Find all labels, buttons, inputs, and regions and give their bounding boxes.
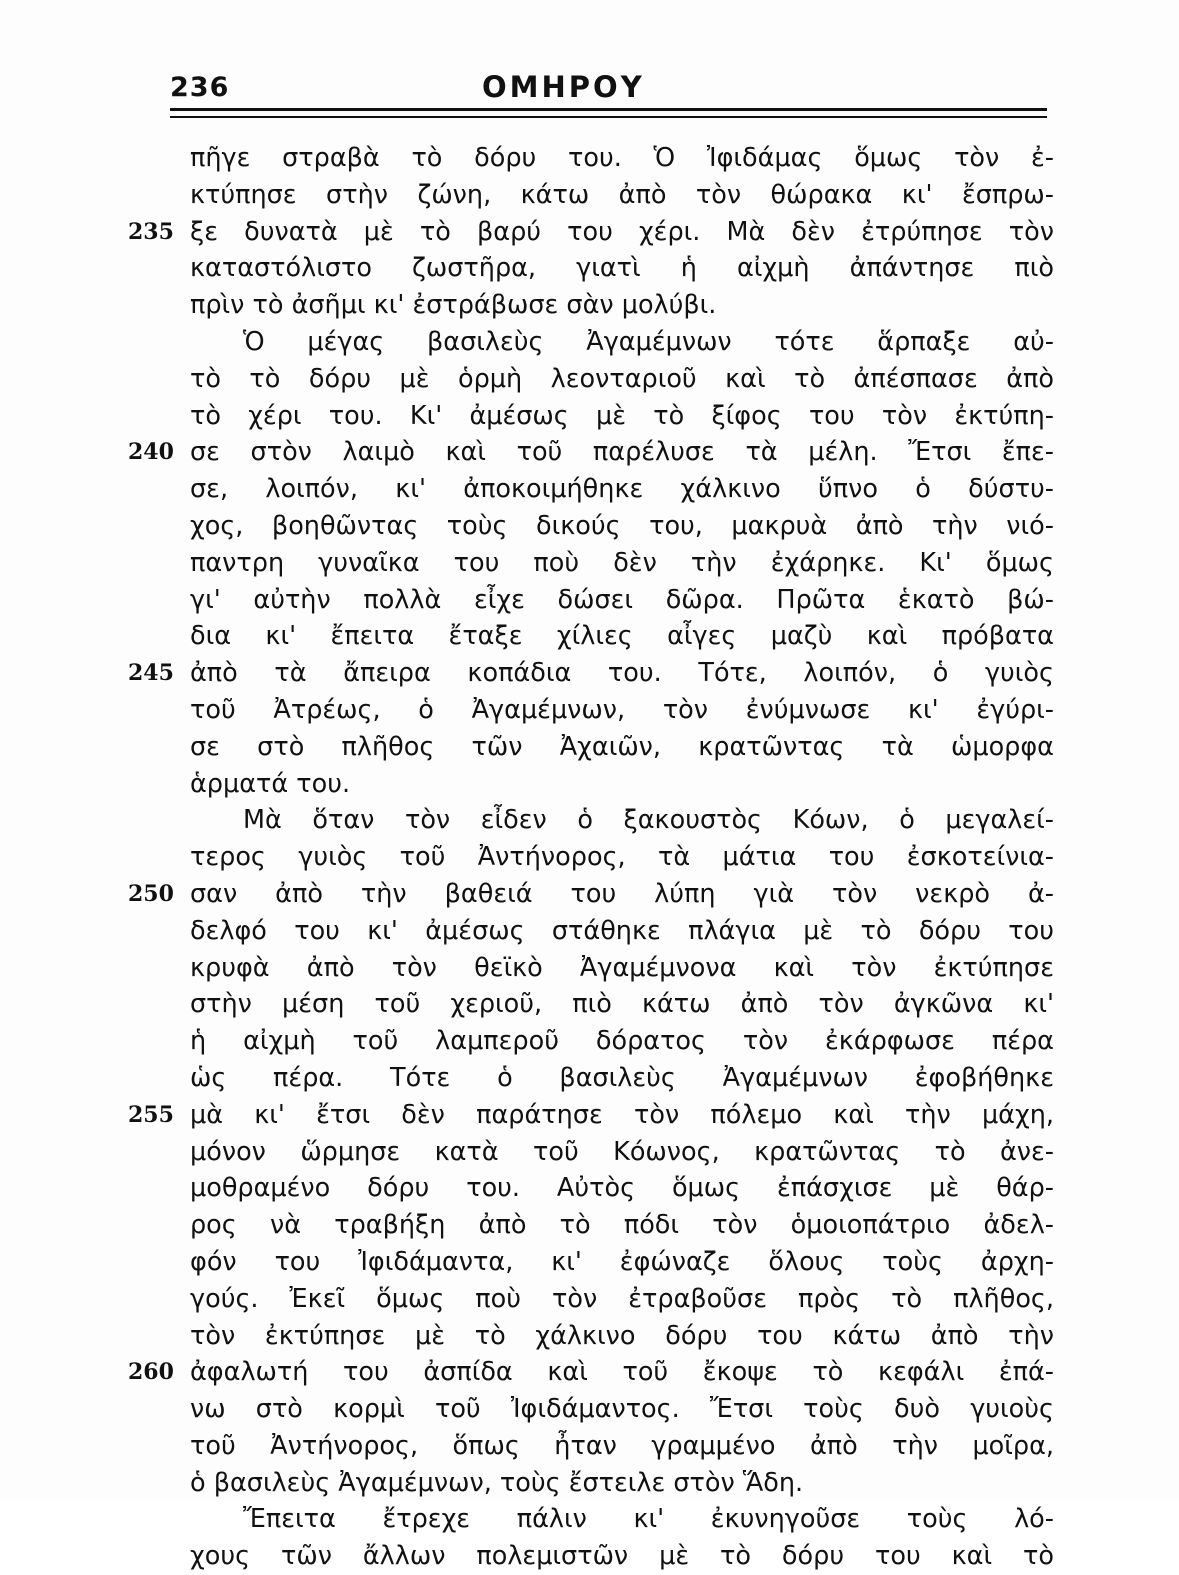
text-line-content: ἁρματά του.: [190, 768, 351, 799]
header-rule-bottom: [170, 116, 1047, 118]
text-line-content: ξε δυνατὰ μὲ τὸ βαρύ του χέρι. Μὰ δὲν ἐτρύπησε τὸν: [190, 216, 1054, 247]
text-line-content: στὴν μέση τοῦ χεριοῦ, πιὸ κάτω ἀπὸ τὸν ἀγκῶνα κι': [190, 989, 1054, 1020]
text-line-content: μοθραμένο δόρυ του. Αὐτὸς ὅμως ἐπάσχισε μὲ θάρ-: [190, 1173, 1054, 1204]
text-line-content: πῆγε στραβὰ τὸ δόρυ του. Ὁ Ἰφιδάμας ὅμως τὸν ἐ-: [190, 143, 1054, 173]
text-line-content: ἀφαλωτή του ἀσπίδα καὶ τοῦ ἔκοψε τὸ κεφάλι ἐπά-: [190, 1357, 1054, 1388]
running-title: ΟΜΗΡΟΥ: [482, 70, 645, 104]
text-line: [128, 398, 1058, 435]
text-line: [128, 287, 1058, 324]
text-line: [128, 471, 1058, 508]
text-line-content: τὸ τὸ δόρυ μὲ ὁρμὴ λεονταριοῦ καὶ τὸ ἀπέσπασε ἀπὸ: [190, 363, 1054, 394]
text-line-content: σαν ἀπὸ τὴν βαθειά του λύπη γιὰ τὸν νεκρὸ ἀ-: [190, 878, 1054, 909]
text-line: [128, 1391, 1058, 1428]
text-line: [128, 1538, 1058, 1575]
text-line: [128, 655, 1058, 692]
text-line: [128, 1134, 1058, 1171]
text-line-content: τοῦ Ἀντήνορος, ὅπως ἦταν γραμμένο ἀπὸ τὴν μοῖρα,: [190, 1430, 1054, 1461]
text-line: [128, 1428, 1058, 1465]
text-line: [128, 1207, 1058, 1244]
text-line: [128, 140, 1058, 177]
text-line: [128, 1501, 1058, 1538]
text-line-content: καταστόλιστο ζωστῆρα, γιατὶ ἡ αἰχμὴ ἀπάντησε πιὸ: [190, 253, 1054, 284]
text-line-content: Ὁ μέγας βασιλεὺς Ἀγαμέμνων τότε ἅρπαξε αὐ-: [243, 326, 1054, 357]
text-line: [128, 508, 1058, 545]
text-line-content: Ἔπειτα ἔτρεχε πάλιν κι' ἐκυνηγοῦσε τοὺς λό-: [243, 1504, 1054, 1535]
text-line: [128, 214, 1058, 251]
text-line: [128, 1318, 1058, 1355]
text-line-content: ρος νὰ τραβήξη ἀπὸ τὸ πόδι τὸν ὁμοιοπάτριο ἀδελ-: [190, 1210, 1054, 1241]
verse-line-number: 255: [128, 1101, 174, 1128]
text-line-content: γούς. Ἐκεῖ ὅμως ποὺ τὸν ἐτραβοῦσε πρὸς τὸ πλῆθος,: [190, 1283, 1054, 1314]
text-line-content: Μὰ ὅταν τὸν εἶδεν ὁ ξακουστὸς Κόων, ὁ μεγαλεί-: [243, 805, 1054, 836]
page-number: 236: [170, 72, 230, 103]
text-line-content: τὸ χέρι του. Κι' ἀμέσως μὲ τὸ ξίφος του τὸν ἐκτύπη-: [190, 400, 1054, 431]
text-line: [128, 1060, 1058, 1097]
text-line-content: ἡ αἰχμὴ τοῦ λαμπεροῦ δόρατος τὸν ἐκάρφωσε πέρα: [190, 1026, 1054, 1057]
text-line-content: ἀπὸ τὰ ἄπειρα κοπάδια του. Τότε, λοιπόν, ὁ γυιὸς: [190, 658, 1054, 689]
verse-line-number: 245: [128, 660, 174, 687]
text-line-content: ὁ βασιλεὺς Ἀγαμέμνων, τοὺς ἔστειλε στὸν Ἅδη.: [190, 1467, 804, 1498]
text-line-content: σε στὸ πλῆθος τῶν Ἀχαιῶν, κρατῶντας τὰ ὡμορφα: [190, 731, 1054, 762]
text-line: [128, 876, 1058, 913]
text-line-content: ὡς πέρα. Τότε ὁ βασιλεὺς Ἀγαμέμνων ἐφοβήθηκε: [190, 1062, 1054, 1093]
text-line-content: νω στὸ κορμὶ τοῦ Ἰφιδάμαντος. Ἔτσι τοὺς δυὸ γυιοὺς: [190, 1394, 1054, 1425]
text-line-content: γι' αὐτὴν πολλὰ εἶχε δώσει δῶρα. Πρῶτα ἑκατὸ βώ-: [190, 584, 1054, 615]
text-line-content: σε στὸν λαιμὸ καὶ τοῦ παρέλυσε τὰ μέλη. Ἔτσι ἔπε-: [190, 437, 1054, 468]
page-header: [170, 68, 1050, 108]
verse-line-number: 235: [128, 218, 174, 245]
text-line: [128, 692, 1058, 729]
text-line-content: σε, λοιπόν, κι' ἀποκοιμήθηκε χάλκινο ὕπνο ὁ δύστυ-: [190, 474, 1054, 505]
text-line: [128, 766, 1058, 803]
text-line: [128, 839, 1058, 876]
text-line-content: χους τῶν ἄλλων πολεμιστῶν μὲ τὸ δόρυ του καὶ τὸ: [190, 1541, 1054, 1572]
text-line: [128, 545, 1058, 582]
text-line: [128, 986, 1058, 1023]
text-line: [128, 250, 1058, 287]
text-line: [128, 324, 1058, 361]
text-line: [128, 913, 1058, 950]
text-line: [128, 582, 1058, 619]
text-line-content: τοῦ Ἀτρέως, ὁ Ἀγαμέμνων, τὸν ἐνύμνωσε κι' ἐγύρι-: [190, 694, 1054, 725]
text-line-content: μὰ κι' ἔτσι δὲν παράτησε τὸν πόλεμο καὶ τὴν μάχη,: [190, 1099, 1054, 1130]
verse-line-number: 260: [128, 1359, 174, 1386]
verse-line-number: 240: [128, 439, 174, 466]
text-line: [128, 618, 1058, 655]
body-text: [128, 140, 1058, 1575]
text-line-content: κρυφὰ ἀπὸ τὸν θεϊκὸ Ἀγαμέμνονα καὶ τὸν ἐκτύπησε: [190, 952, 1054, 983]
text-line-content: κτύπησε στὴν ζώνη, κάτω ἀπὸ τὸν θώρακα κι' ἔσπρω-: [190, 179, 1054, 210]
text-line-content: πρὶν τὸ ἀσῆμι κι' ἐστράβωσε σὰν μολύβι.: [190, 290, 717, 321]
text-line-content: χος, βοηθῶντας τοὺς δικούς του, μακρυὰ ἀπὸ τὴν νιό-: [190, 510, 1054, 541]
text-line: [128, 1244, 1058, 1281]
text-line-content: μόνον ὥρμησε κατὰ τοῦ Κόωνος, κρατῶντας τὸ ἀνε-: [190, 1136, 1054, 1167]
text-line: [128, 1170, 1058, 1207]
text-line-content: τερος γυιὸς τοῦ Ἀντήνορος, τὰ μάτια του ἐσκοτείνια-: [190, 842, 1054, 873]
text-line: [128, 1097, 1058, 1134]
verse-line-number: 250: [128, 880, 174, 907]
text-line-content: δελφό του κι' ἀμέσως στάθηκε πλάγια μὲ τὸ δόρυ του: [190, 915, 1054, 946]
text-line-content: δια κι' ἔπειτα ἔταξε χίλιες αἶγες μαζὺ καὶ πρόβατα: [190, 621, 1054, 652]
text-line: [128, 1023, 1058, 1060]
text-line: [128, 177, 1058, 214]
text-line: [128, 434, 1058, 471]
text-line: [128, 1465, 1058, 1502]
text-line-content: τὸν ἐκτύπησε μὲ τὸ χάλκινο δόρυ του κάτω ἀπὸ τὴν: [190, 1320, 1054, 1351]
text-line-content: φόν του Ἰφιδάμαντα, κι' ἐφώναζε ὅλους τοὺς ἀρχη-: [190, 1246, 1054, 1277]
text-line: [128, 1281, 1058, 1318]
text-line: [128, 729, 1058, 766]
text-line: [128, 1354, 1058, 1391]
text-line: [128, 950, 1058, 987]
text-line-content: παντρη γυναῖκα του ποὺ δὲν τὴν ἐχάρηκε. Κι' ὅμως: [190, 547, 1054, 578]
header-rule-top: [170, 108, 1047, 111]
text-line: [128, 361, 1058, 398]
text-line: [128, 802, 1058, 839]
